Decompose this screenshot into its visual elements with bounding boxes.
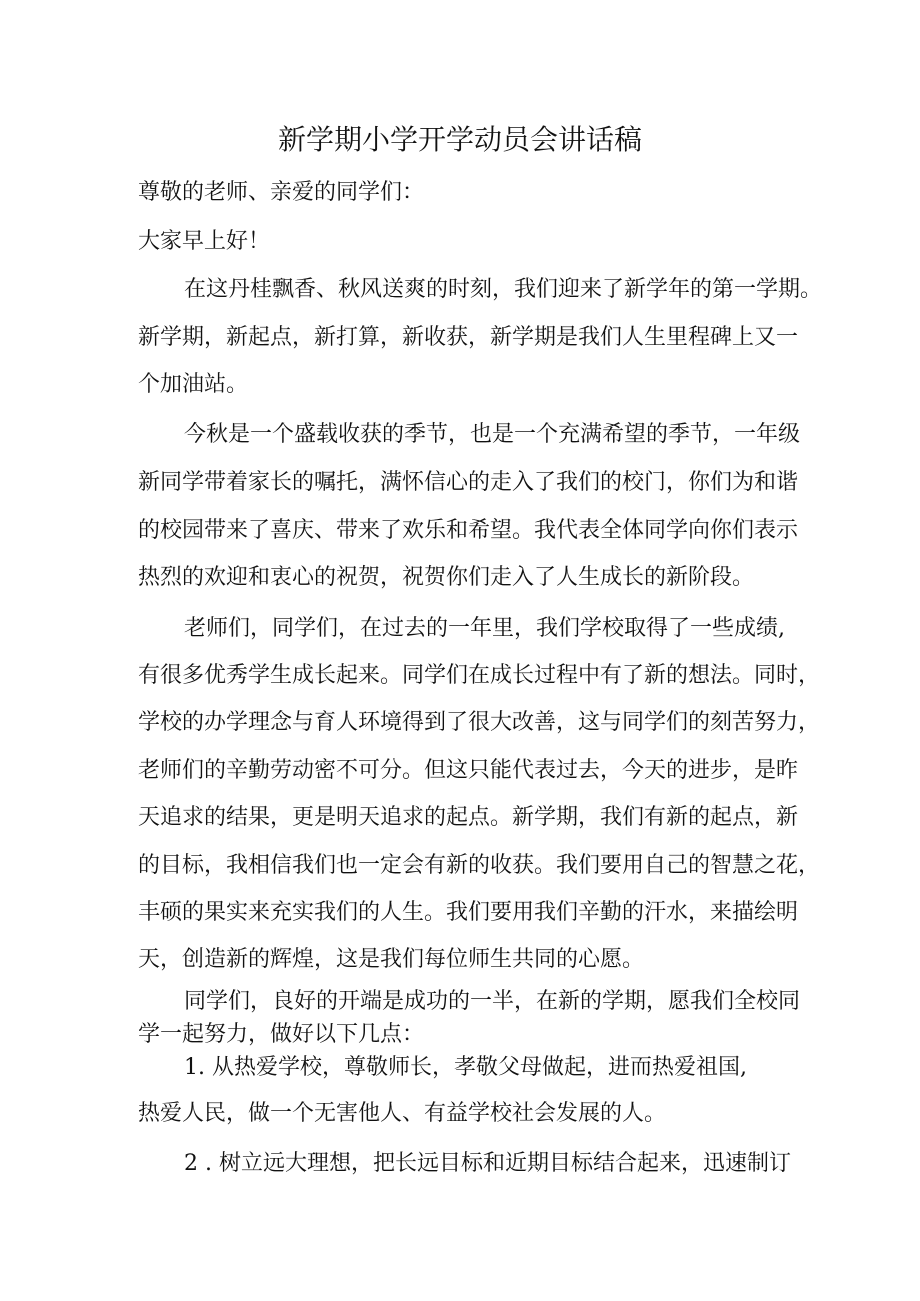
paragraph-line: 同学们，良好的开端是成功的一半，在新的学期，愿我们全校同 xyxy=(184,989,801,1014)
paragraph-line: 热烈的欢迎和衷心的祝贺，祝贺你们走入了人生成长的新阶段。 xyxy=(138,565,755,590)
paragraph-line: 的校园带来了喜庆、带来了欢乐和希望。我代表全体同学向你们表示 xyxy=(138,518,799,543)
list-item-line: 1. 从热爱学校，尊敬师长，孝敬父母做起，进而热爱祖国, xyxy=(184,1055,747,1080)
paragraph-line: 有很多优秀学生成长起来。同学们在成长过程中有了新的想法。同时， xyxy=(138,663,821,688)
document-title: 新学期小学开学动员会讲话稿 xyxy=(277,123,642,156)
paragraph-line: 学校的办学理念与育人环境得到了很大改善，这与同学们的刻苦努力， xyxy=(138,710,821,735)
paragraph-line: 新学期，新起点，新打算，新收获，新学期是我们人生里程碑上又一 xyxy=(138,325,799,350)
paragraph-line: 在这丹桂飘香、秋风送爽的时刻，我们迎来了新学年的第一学期。 xyxy=(184,277,823,302)
paragraph-line: 今秋是一个盛载收获的季节，也是一个充满希望的季节，一年级 xyxy=(184,422,801,447)
paragraph-line: 天，创造新的辉煌，这是我们每位师生共同的心愿。 xyxy=(138,947,645,972)
list-item-line: 2 . 树立远大理想，把长远目标和近期目标结合起来，迅速制订 xyxy=(184,1151,791,1176)
paragraph-line: 老师们，同学们，在过去的一年里，我们学校取得了一些成绩, xyxy=(184,616,785,641)
list-item-line: 热爱人民，做一个无害他人、有益学校社会发展的人。 xyxy=(138,1101,667,1126)
paragraph-line: 丰硕的果实来充实我们的人生。我们要用我们辛勤的汗水，来描绘明 xyxy=(138,900,799,925)
paragraph-line: 老师们的辛勤劳动密不可分。但这只能代表过去，今天的进步，是昨 xyxy=(138,758,799,783)
paragraph-line: 学一起努力，做好以下几点： xyxy=(138,1022,425,1047)
paragraph-line: 的目标，我相信我们也一定会有新的收获。我们要用自己的智慧之花， xyxy=(138,853,821,878)
greeting-line: 大家早上好！ xyxy=(138,229,271,254)
paragraph-line: 天追求的结果，更是明天追求的起点。新学期，我们有新的起点，新 xyxy=(138,805,799,830)
paragraph-line: 个加油站。 xyxy=(138,372,249,397)
salutation-line: 尊敬的老师、亲爱的同学们： xyxy=(138,180,425,205)
paragraph-line: 新同学带着家长的嘱托，满怀信心的走入了我们的校门，你们为和谐 xyxy=(138,470,799,495)
